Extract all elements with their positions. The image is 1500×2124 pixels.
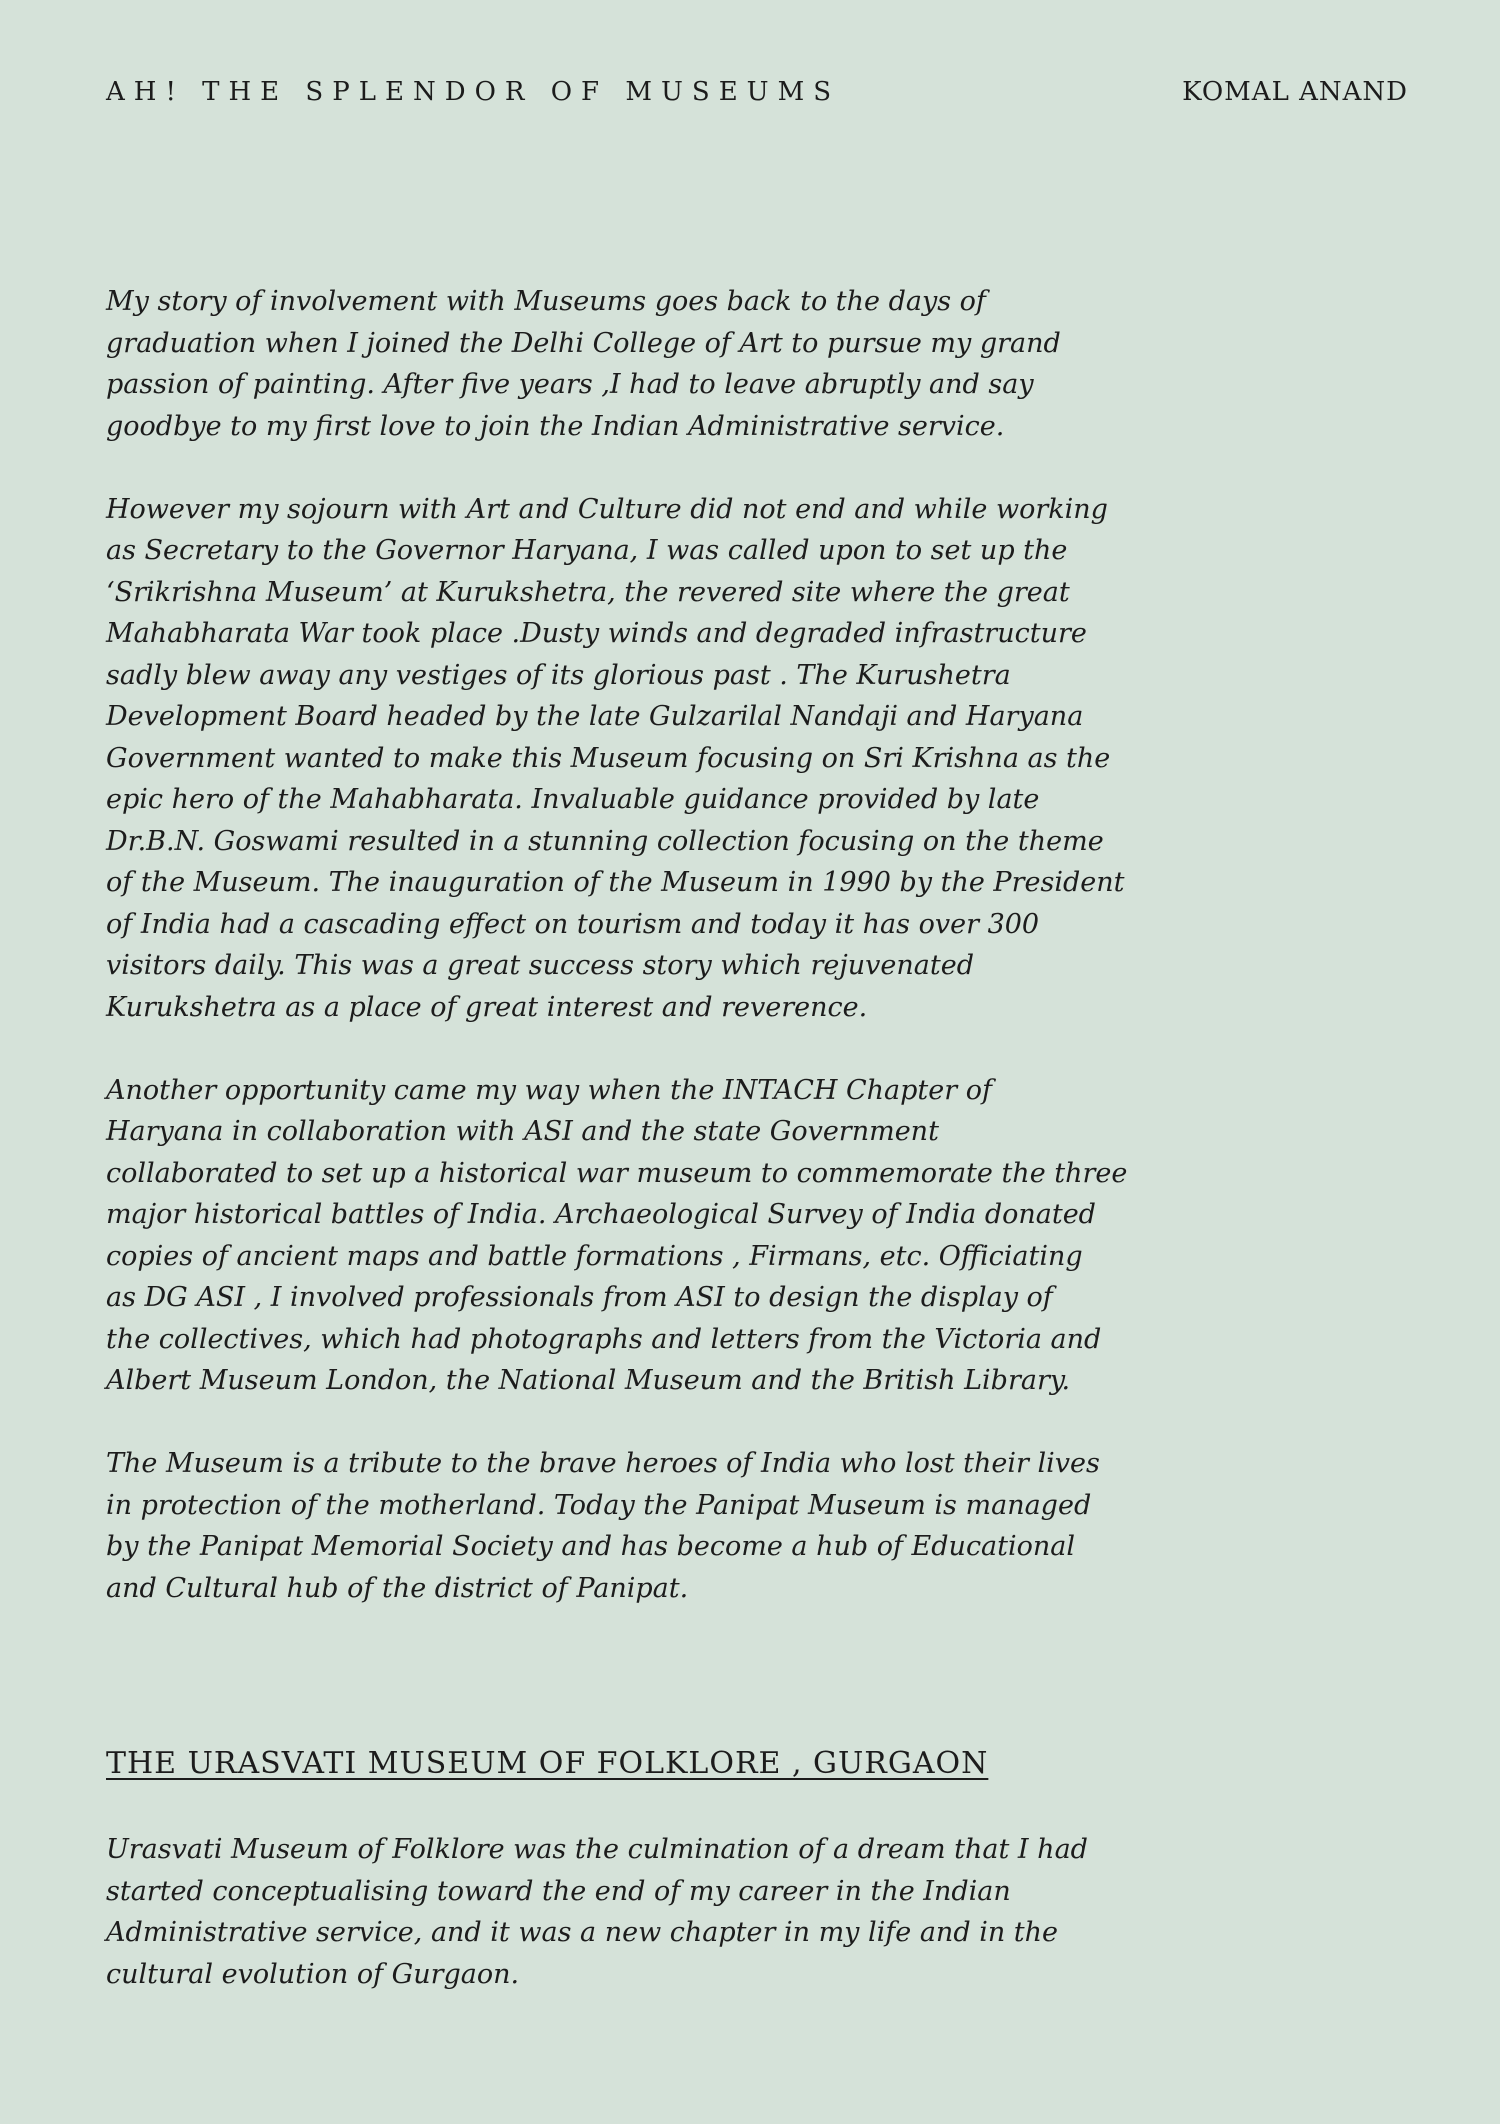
text-line: Dr.B.N. Goswami resulted in a stunning collection focusing on the theme [106,825,1104,857]
paragraph-3 [106,1070,1128,1402]
text-line: Kurukshetra as a place of great interest and reverence. [106,991,868,1023]
text-line: Government wanted to make this Museum focusing on Sri Krishna as the [106,742,1111,774]
text-line: as DG ASI , I involved professionals from ASI to design the display of [106,1282,1053,1313]
text-line: as Secretary to the Governor Haryana, I was called upon to set up the [106,535,1068,566]
text-line: goodbye to my first love to join the Indian Administrative service. [106,410,1005,442]
text-line: My story of involvement with Museums goes back to the days of [106,286,986,317]
section-paragraph [106,1829,1106,1995]
text-line: major historical battles of India. Archaeological Survey of India donated [106,1199,1096,1230]
text-line: copies of ancient maps and battle formations , Firmans, etc. Officiating [106,1240,1083,1272]
text-line: Mahabharata War took place .Dusty winds and degraded infrastructure [106,618,1087,649]
text-line: ‘Srikrishna Museum’ at Kurukshetra, the revered site where the great [106,576,1070,608]
text-line: The Museum is a tribute to the brave heroes of India who lost their lives [106,1448,1100,1479]
text-line: cultural evolution of Gurgaon. [106,1958,520,1990]
text-line: in protection of the motherland. Today the Panipat Museum is managed [106,1489,1092,1521]
author-name: KOMAL ANAND [1182,77,1408,107]
text-line: sadly blew away any vestiges of its glorious past . The Kurushetra [106,659,1011,691]
section-heading: THE URASVATI MUSEUM OF FOLKLORE , GURGAON [106,1746,989,1781]
text-line: and Cultural hub of the district of Panipat. [106,1572,689,1604]
paragraph-1 [106,281,1106,447]
text-line: by the Panipat Memorial Society and has become a hub of Educational [106,1531,1076,1562]
paragraph-2 [106,489,1125,1029]
text-line: started conceptualising toward the end of my career in the Indian [106,1875,1011,1907]
text-line: of the Museum. The inauguration of the Museum in 1990 by the President [106,867,1125,898]
text-line: Administrative service, and it was a new chapter in my life and in the [106,1917,1059,1948]
text-line: graduation when I joined the Delhi College of Art to pursue my grand [106,327,1061,359]
text-line: Albert Museum London, the National Museum and the British Library. [106,1365,1071,1396]
paragraph-4 [106,1443,1106,1609]
text-line: However my sojourn with Art and Culture did not end and while working [106,493,1108,525]
text-line: visitors daily. This was a great success story which rejuvenated [106,950,974,981]
text-line: the collectives, which had photographs and letters from the Victoria and [106,1323,1102,1355]
running-title: AH! THE SPLENDOR OF MUSEUMS [106,77,841,107]
text-line: Urasvati Museum of Folklore was the culmination of a dream that I had [106,1834,1088,1865]
text-line: Another opportunity came my way when the INTACH Chapter of [106,1074,993,1106]
text-line: collaborated to set up a historical war museum to commemorate the three [106,1157,1128,1189]
text-line: epic hero of the Mahabharata. Invaluable guidance provided by late [106,784,1040,815]
text-line: passion of painting. After five years ,I had to leave abruptly and say [106,369,1034,400]
section-body [106,1829,1106,2037]
body-text [106,281,1128,1651]
text-line: Development Board headed by the late Gulzarilal Nandaji and Haryana [106,701,1084,732]
text-line: of India had a cascading effect on tourism and today it has over 300 [106,908,1040,940]
text-line: Haryana in collaboration with ASI and the state Government [106,1116,939,1147]
